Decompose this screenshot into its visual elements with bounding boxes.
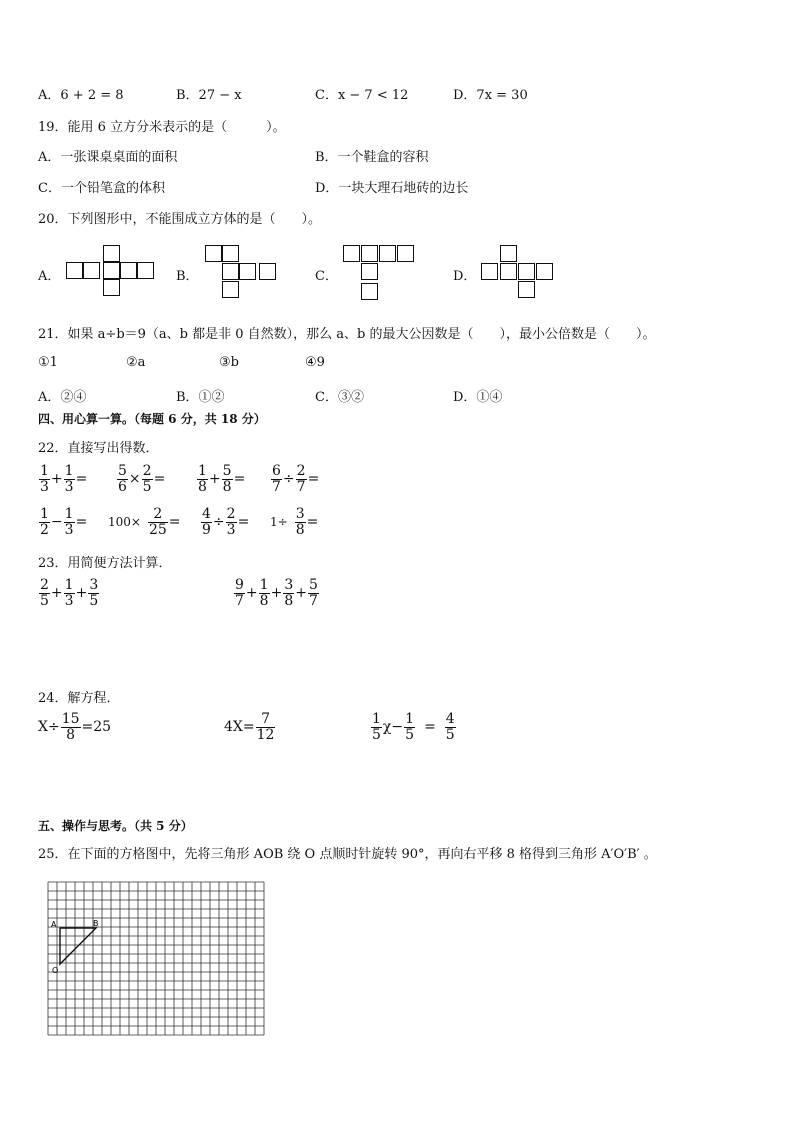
q21-choice-3: ③b xyxy=(219,355,239,370)
q22-item-6: 100× $\frac{2}{25}$ = xyxy=(108,506,181,538)
q21-choice-1: ①1 xyxy=(38,355,58,370)
section-5-heading: 五、操作与思考。（共 5 分） xyxy=(38,819,193,833)
q22-item-8: 1÷ $\frac{3}{8}$ = xyxy=(270,506,319,538)
q23-expression-1: $\frac{2}{5}$ + $\frac{1}{3}$ + $\frac{3}{5}$ xyxy=(40,577,99,609)
q22-item-5: $\frac{1}{2}$ − $\frac{1}{3}$ = xyxy=(40,506,88,538)
q22-stem: 22．直接写出得数． xyxy=(38,441,159,456)
q19-option-b: B．一个鞋盒的容积 xyxy=(315,150,429,165)
q21-option-c: C．③② xyxy=(315,390,364,405)
q21-choice-4: ④9 xyxy=(305,355,325,370)
square-grid xyxy=(46,880,270,1036)
q19-stem: 19．能用 6 立方分米表示的是（ ）。 xyxy=(38,120,286,135)
q21-choice-2: ②a xyxy=(126,355,146,370)
q19-option-c: C．一个铅笔盒的体积 xyxy=(38,181,165,196)
q19-option-a: A．一张课桌桌面的面积 xyxy=(38,150,178,165)
label-a: A xyxy=(51,920,57,929)
q20-option-b-label: B． xyxy=(176,269,199,284)
triangle-aob xyxy=(60,928,96,964)
q23-expression-2: $\frac{9}{7}$ + $\frac{1}{8}$ + $\frac{3}{8}$ + $\frac{5}{7}$ xyxy=(235,577,318,609)
q19-option-d: D．一块大理石地砖的边长 xyxy=(315,181,469,196)
q22-item-4: $\frac{6}{7}$ ÷ $\frac{2}{7}$ = xyxy=(272,463,320,495)
q18-option-c: C．x − 7 < 12 xyxy=(315,88,409,103)
q21-option-a: A．②④ xyxy=(38,390,87,405)
q21-option-d: D．①④ xyxy=(453,390,503,405)
q20-option-a-label: A． xyxy=(38,269,61,284)
q20-stem: 20．下列图形中，不能围成立方体的是（ ）。 xyxy=(38,212,322,227)
q18-option-d: D．7x = 30 xyxy=(453,88,528,103)
q22-item-2: $\frac{5}{6}$ × $\frac{2}{5}$ = xyxy=(118,463,166,495)
q24-equation-1: X÷ $\frac{15}{8}$ =25 xyxy=(38,711,112,743)
q21-stem: 21．如果 a÷b＝9（a、b 都是非 0 自然数），那么 a、b 的最大公因数是（ ），最小公倍数是（ ）。 xyxy=(38,327,656,342)
q22-item-3: $\frac{1}{8}$ + $\frac{5}{8}$ = xyxy=(198,463,246,495)
q18-option-b: B．27 − x xyxy=(176,88,242,103)
section-4-heading: 四、用心算一算。（每题 6 分，共 18 分） xyxy=(38,412,266,426)
q24-equation-2: 4X= $\frac{7}{12}$ xyxy=(224,711,275,743)
q24-stem: 24．解方程． xyxy=(38,691,120,706)
q23-stem: 23．用简便方法计算． xyxy=(38,556,172,571)
q20-option-d-label: D． xyxy=(453,269,477,284)
label-o: O xyxy=(52,966,59,975)
q25-stem: 25．在下面的方格图中，先将三角形 AOB 绕 O 点顺时针旋转 90°，再向右平移 8 格得到三角形 A′O′B′ 。 xyxy=(38,847,657,862)
q22-item-7: $\frac{4}{9}$ ÷ $\frac{2}{3}$ = xyxy=(202,506,250,538)
q22-item-1: $\frac{1}{3}$ + $\frac{1}{3}$ = xyxy=(40,463,88,495)
q18-option-a: A．6 + 2 = 8 xyxy=(38,88,124,103)
label-b: B xyxy=(93,919,99,928)
q20-option-c-label: C． xyxy=(315,269,338,284)
q24-equation-3: $\frac{1}{5}$ χ− $\frac{1}{5}$ = $\frac{4}{5}$ xyxy=(372,711,455,743)
q21-option-b: B．①② xyxy=(176,390,225,405)
